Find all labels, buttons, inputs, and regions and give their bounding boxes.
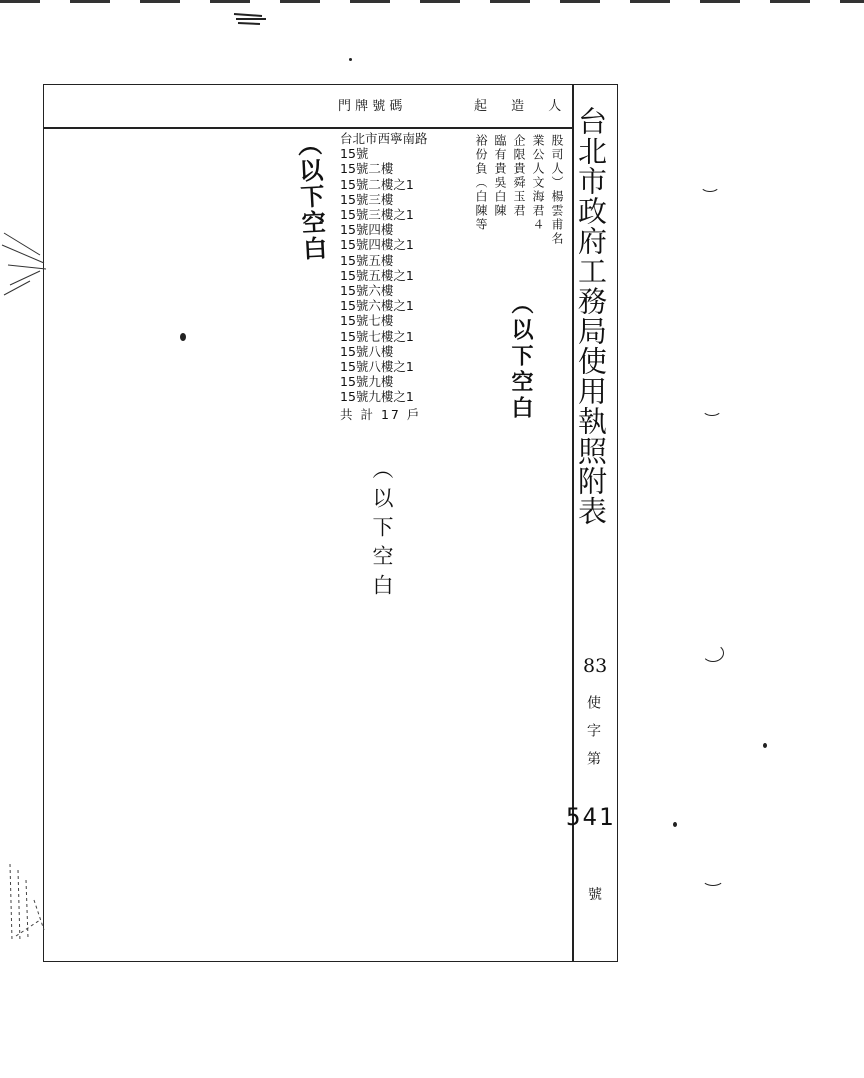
applicant-column: 股司人）楊雲甫名 bbox=[550, 134, 564, 246]
list-item: 15號八樓之1 bbox=[340, 359, 414, 375]
page-title: 台北市政府工務局使用執照附表 bbox=[574, 106, 608, 526]
scan-speck bbox=[180, 333, 186, 341]
list-item: 15號二樓 bbox=[340, 161, 394, 177]
scan-edge-top bbox=[0, 0, 864, 3]
applicant-column: 裕份負（白陳等 bbox=[474, 134, 488, 232]
binding-mark-left-bottom bbox=[4, 860, 48, 945]
permit-suffix: 號 bbox=[588, 887, 602, 903]
scan-mark-right bbox=[702, 644, 724, 662]
list-item: 15號四樓之1 bbox=[340, 237, 414, 253]
list-item: 15號九樓 bbox=[340, 374, 394, 390]
applicant-header: 起 造 人 bbox=[474, 99, 572, 114]
applicant-block bbox=[470, 134, 566, 294]
handwritten-note-left: （以下空白 bbox=[292, 131, 329, 263]
scan-mark-right bbox=[702, 872, 724, 886]
address-header: 門 牌 號 碼 bbox=[338, 99, 403, 114]
permit-year: 83 bbox=[583, 655, 608, 677]
handwritten-note-middle: （以下空白 bbox=[370, 458, 394, 603]
applicant-column: 業公人文海君４ bbox=[531, 134, 545, 232]
permit-char: 使字第 bbox=[585, 695, 601, 779]
list-item: 15號八樓 bbox=[340, 343, 394, 359]
header-divider bbox=[43, 127, 573, 129]
permit-number: 541 bbox=[566, 803, 616, 831]
list-item: 15號九樓之1 bbox=[340, 389, 414, 405]
address-total: 共 計 17 戶 bbox=[340, 406, 422, 422]
address-list bbox=[340, 131, 428, 422]
scan-mark-top bbox=[232, 10, 268, 26]
list-item: 15號三樓 bbox=[340, 191, 394, 207]
list-item: 15號七樓之1 bbox=[340, 328, 414, 344]
list-item: 台北市西寧南路 bbox=[340, 131, 428, 146]
list-item: 15號六樓 bbox=[340, 283, 394, 299]
scan-speck bbox=[763, 743, 767, 748]
applicant-column: 企限貴舜玉君 bbox=[512, 134, 526, 218]
list-item: 15號三樓之1 bbox=[340, 207, 414, 223]
scan-speck bbox=[673, 822, 677, 827]
binding-mark-left bbox=[0, 225, 50, 305]
list-item: 15號六樓之1 bbox=[340, 298, 414, 314]
list-item: 15號 bbox=[340, 146, 369, 162]
scan-speck bbox=[349, 58, 352, 61]
list-item: 15號四樓 bbox=[340, 222, 394, 238]
list-item: 15號五樓之1 bbox=[340, 267, 414, 283]
list-item: 15號七樓 bbox=[340, 313, 394, 329]
list-item: 15號二樓之1 bbox=[340, 176, 414, 192]
handwritten-note-right: （以下空白 bbox=[508, 292, 534, 422]
scan-mark-right bbox=[702, 402, 722, 416]
applicant-column: 臨有貴吳白陳 bbox=[493, 134, 507, 218]
scan-mark-right bbox=[700, 178, 720, 192]
list-item: 15號五樓 bbox=[340, 252, 394, 268]
